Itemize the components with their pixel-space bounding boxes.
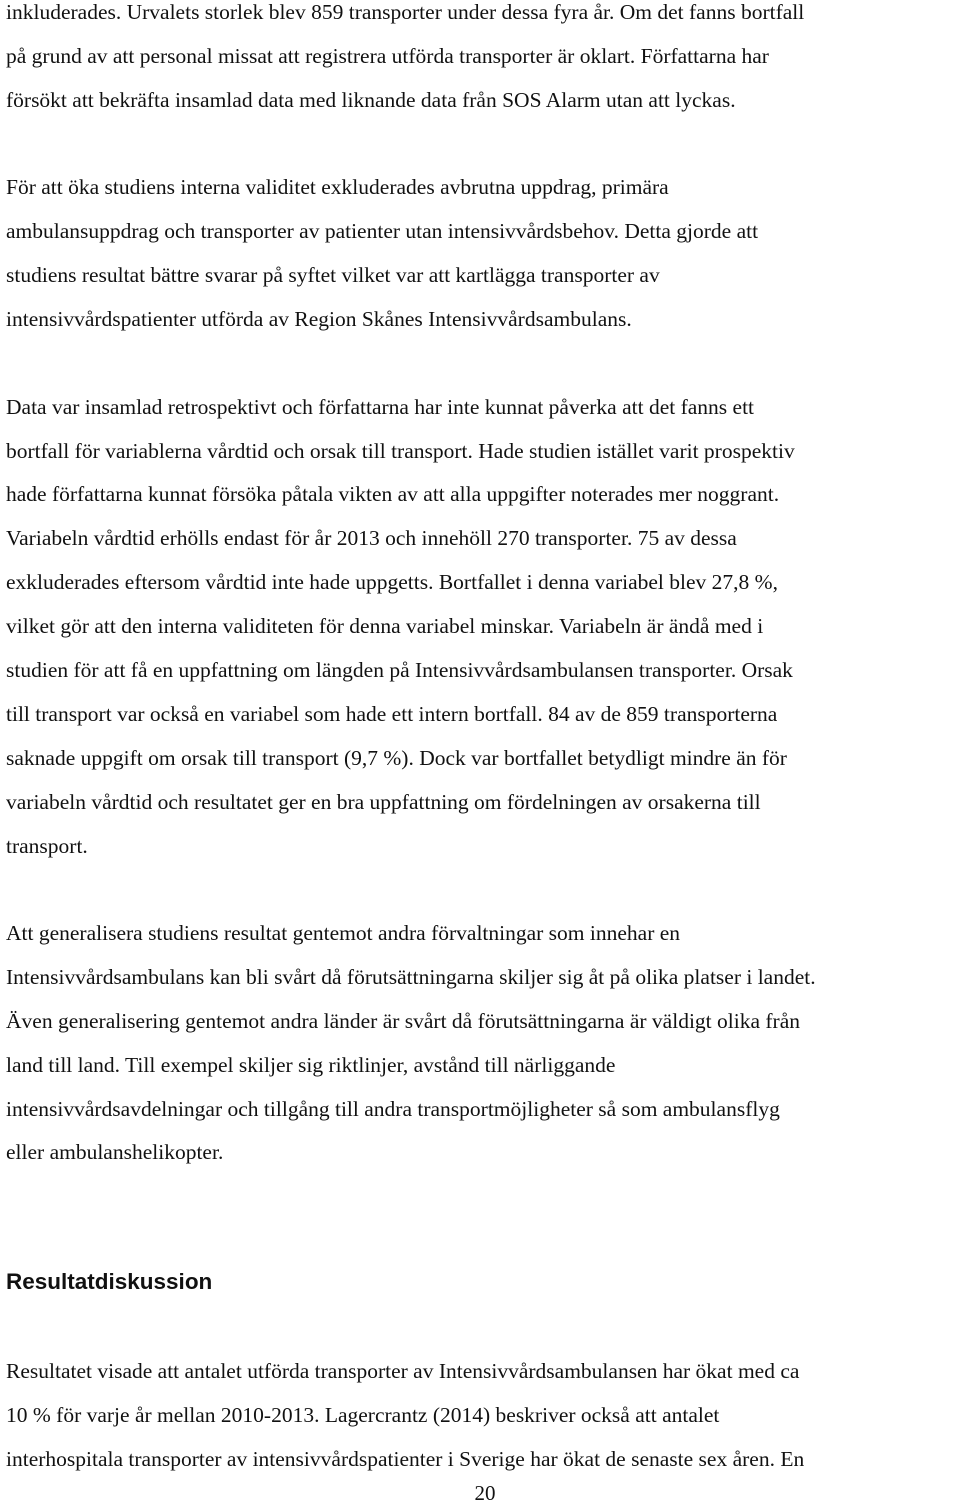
text-line: bortfall för variablerna vårdtid och orsak till transport. Hade studien istället varit prospektiv xyxy=(6,439,795,463)
text-line: hade författarna kunnat försöka påtala vikten av att alla uppgifter noterades mer noggrant. xyxy=(6,482,780,506)
text-line: 10 % för varje år mellan 2010-2013. Lagercrantz (2014) beskriver också att antalet xyxy=(6,1403,720,1427)
text-line: vilket gör att den interna validiteten för denna variabel minskar. Variabeln är ändå med i xyxy=(6,614,764,638)
text-line: Intensivvårdsambulans kan bli svårt då förutsättningarna skiljer sig åt på olika platser i landet. xyxy=(6,965,816,989)
text-line: Data var insamlad retrospektivt och författarna har inte kunnat påverka att det fanns ett xyxy=(6,395,755,419)
text-line: Att generalisera studiens resultat gentemot andra förvaltningar som innehar en xyxy=(6,921,681,945)
text-line: Variabeln vårdtid erhölls endast för år 2013 och innehöll 270 transporter. 75 av dessa xyxy=(6,526,737,550)
text-line: eller ambulanshelikopter. xyxy=(6,1140,224,1164)
text-line: försökt att bekräfta insamlad data med liknande data från SOS Alarm utan att lyckas. xyxy=(6,88,736,112)
text-line: intensivvårdspatienter utförda av Region Skånes Intensivvårdsambulans. xyxy=(6,307,632,331)
text-line: saknade uppgift om orsak till transport (9,7 %). Dock var bortfallet betydligt mindre än för xyxy=(6,746,787,770)
text-line: land till land. Till exempel skiljer sig riktlinjer, avstånd till närliggande xyxy=(6,1053,616,1077)
page-number: 20 xyxy=(474,1481,496,1505)
text-line: För att öka studiens interna validitet exkluderades avbrutna uppdrag, primära xyxy=(6,175,669,199)
text-line: exkluderades eftersom vårdtid inte hade uppgetts. Bortfallet i denna variabel blev 27,8 %, xyxy=(6,570,778,594)
text-line: studien för att få en uppfattning om längden på Intensivvårdsambulansen transporter. Orsak xyxy=(6,658,793,682)
text-line: Resultatet visade att antalet utförda transporter av Intensivvårdsambulansen har ökat med ca xyxy=(6,1359,800,1383)
text-line: Även generalisering gentemot andra länder är svårt då förutsättningarna är väldigt olika från xyxy=(6,1009,800,1033)
text-line: variabeln vårdtid och resultatet ger en bra uppfattning om fördelningen av orsakerna till xyxy=(6,790,761,814)
text-line: transport. xyxy=(6,834,88,858)
text-line: interhospitala transporter av intensivvårdspatienter i Sverige har ökat de senaste sex åren. En xyxy=(6,1447,805,1471)
text-line: inkluderades. Urvalets storlek blev 859 transporter under dessa fyra år. Om det fanns bortfall xyxy=(6,0,805,24)
text-line: studiens resultat bättre svarar på syftet vilket var att kartlägga transporter av xyxy=(6,263,660,287)
text-line: till transport var också en variabel som hade ett intern bortfall. 84 av de 859 transporterna xyxy=(6,702,778,726)
text-line: ambulansuppdrag och transporter av patienter utan intensivvårdsbehov. Detta gjorde att xyxy=(6,219,759,243)
section-heading: Resultatdiskussion xyxy=(6,1269,213,1294)
text-line: på grund av att personal missat att registrera utförda transporter är oklart. Författarna har xyxy=(6,44,769,68)
text-line: intensivvårdsavdelningar och tillgång till andra transportmöjligheter så som ambulansflyg xyxy=(6,1097,780,1121)
